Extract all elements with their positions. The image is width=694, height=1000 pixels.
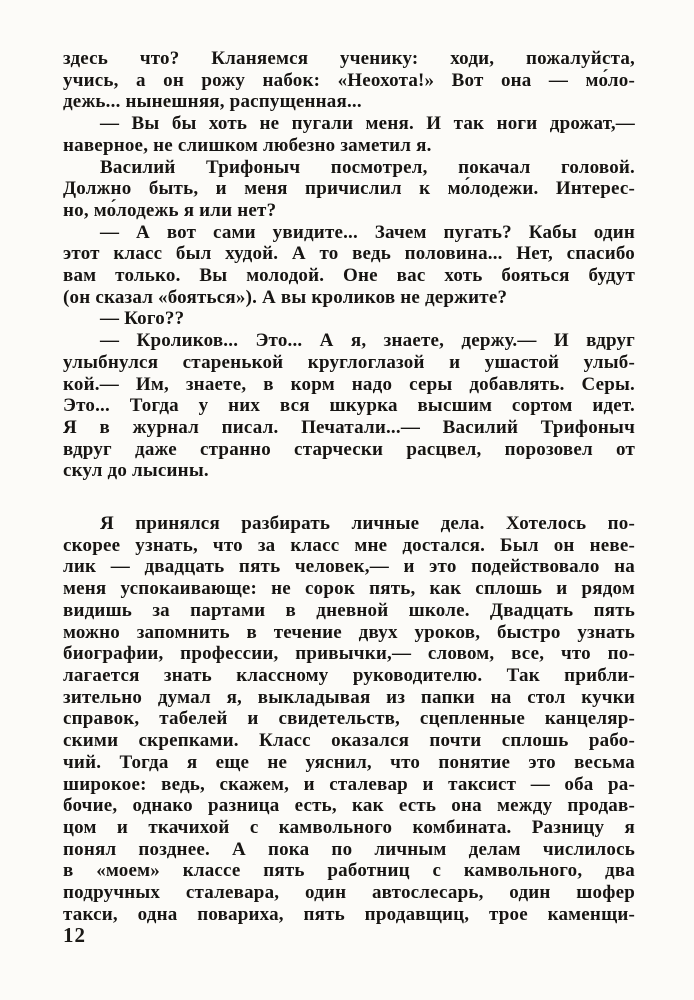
text-line: лагается знать классному руководителю. Так прибли-: [63, 664, 635, 686]
paragraph: [63, 113, 635, 156]
text-line: широкое: ведь, скажем, и сталевар и таксист — оба ра-: [63, 773, 635, 795]
text-line: здесь что? Кланяемся ученику: ходи, пожалуйста,: [63, 48, 635, 69]
text-line: улыбнулся старенькой круглоглазой и ушастой улыб-: [63, 351, 635, 373]
text-line: — Вы бы хоть не пугали меня. И так ноги дрожат,—: [100, 113, 635, 135]
text-line: бочие, однако разница есть, как есть она между продав-: [63, 795, 635, 817]
text-line: Это... Тогда у них вся шкурка высшим сортом идет.: [63, 395, 635, 417]
text-line: вам только. Вы молодой. Оне вас хоть бояться будут: [63, 265, 635, 287]
text-line: вдруг даже странно старчески расцвел, порозовел от: [63, 438, 635, 460]
text-line: цом и ткачихой с камвольного комбината. Разницу я: [63, 816, 635, 838]
text-line: Василий Трифоныч посмотрел, покачал головой.: [100, 156, 635, 178]
text-line: — А вот сами увидите... Зачем пугать? Кабы один: [100, 221, 635, 243]
text-line: зительно думал я, выкладывая из папки на стол кучки: [63, 686, 635, 708]
text-line: (он сказал «бояться»). А вы кроликов не держите?: [63, 286, 508, 308]
text-block: [63, 48, 635, 925]
text-line: Я принялся разбирать личные дела. Хотелось по-: [100, 513, 635, 535]
text-line: биографии, профессии, привычки,— словом, все, что по-: [63, 643, 635, 665]
paragraph: [63, 48, 635, 113]
text-line: этот класс был худой. А то ведь половина... Нет, спасибо: [63, 243, 635, 265]
text-line: скул до лысины.: [63, 460, 209, 482]
paragraph: [63, 222, 635, 309]
paragraph: [63, 513, 635, 925]
text-line: Я в журнал писал. Печатали...— Василий Трифоныч: [63, 416, 635, 438]
text-line: учись, а он рожу набок: «Неохота!» Вот она — мо́ло-: [63, 69, 635, 91]
paragraph: [63, 157, 635, 222]
text-line: подручных сталевара, один автослесарь, один шофер: [63, 882, 635, 904]
text-line: лик — двадцать пять человек,— и это подействовало на: [63, 556, 635, 578]
paragraph: [63, 308, 635, 330]
text-line: видишь за партами в дневной школе. Двадцать пять: [63, 599, 635, 621]
text-line: дежь... нынешняя, распущенная...: [63, 91, 362, 113]
text-line: справок, табелей и свидетельств, сцепленные канцеляр-: [63, 708, 635, 730]
text-line: меня успокаивающе: не сорок пять, как сплошь и рядом: [63, 578, 635, 600]
text-line: — Кого??: [100, 308, 185, 330]
section-break: [63, 482, 635, 513]
text-line: кой.— Им, знаете, в корм надо серы добавлять. Серы.: [63, 373, 635, 395]
text-line: понял позднее. А пока по личным делам числилось: [63, 838, 635, 860]
page-number: 12: [63, 923, 86, 947]
text-line: можно запомнить в течение двух уроков, быстро узнать: [63, 621, 635, 643]
text-line: скорее узнать, что за класс мне достался. Был он неве-: [63, 534, 635, 556]
text-line: но, мо́лодежь я или нет?: [63, 199, 277, 221]
text-line: — Кроликов... Это... А я, знаете, держу.— И вдруг: [100, 330, 635, 352]
text-line: Должно быть, и меня причислил к мо́лодежи. Интерес-: [63, 178, 635, 200]
paragraph: [63, 330, 635, 482]
text-line: в «моем» классе пять работниц с камвольного, два: [63, 860, 635, 882]
text-line: такси, одна повариха, пять продавщиц, трое каменщи-: [63, 903, 635, 925]
text-line: скими скрепками. Класс оказался почти сплошь рабо-: [63, 730, 635, 752]
text-line: чий. Тогда я еще не уяснил, что понятие это весьма: [63, 751, 635, 773]
text-line: наверное, не слишком любезно заметил я.: [63, 134, 432, 156]
